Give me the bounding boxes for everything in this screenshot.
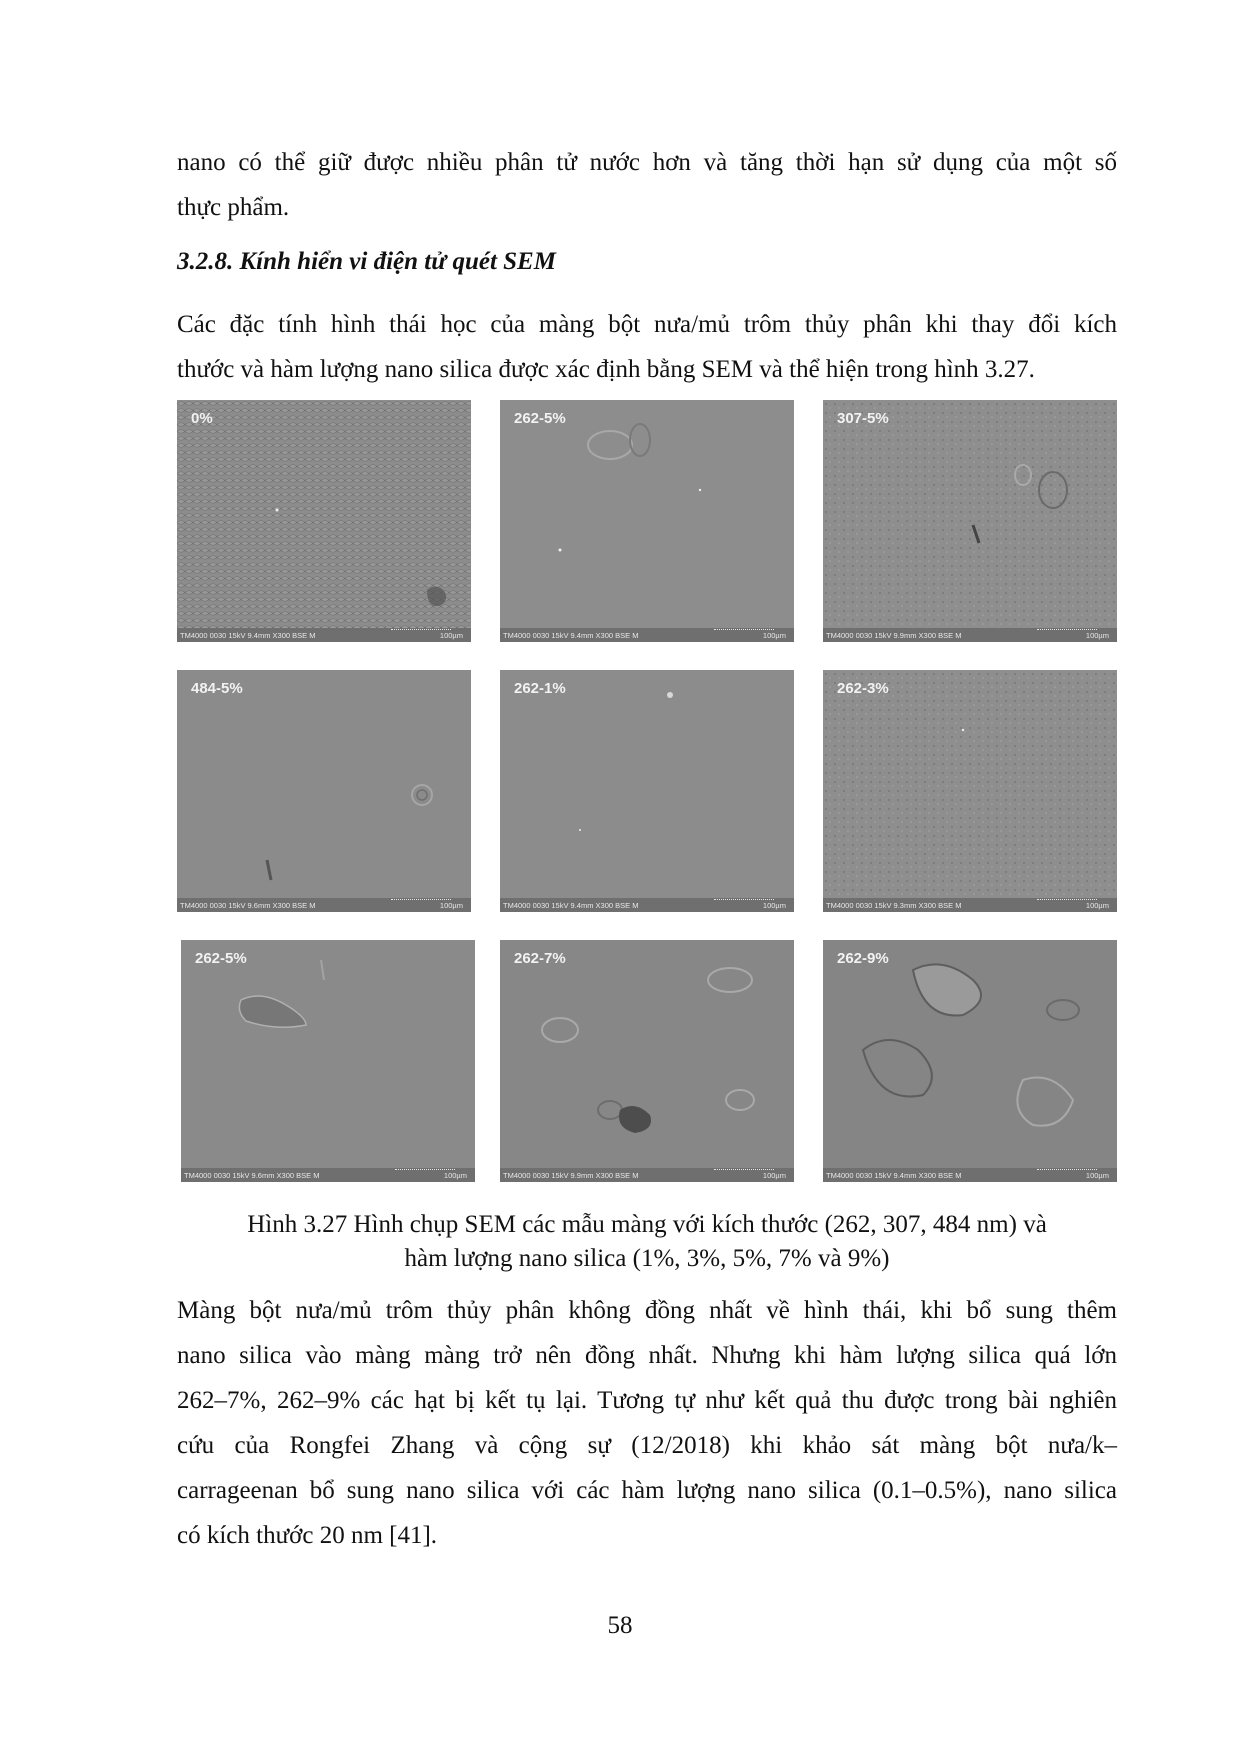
sem-image-panel [500, 400, 794, 642]
sem-info-bar [500, 898, 794, 912]
sample-label: 484-5% [191, 680, 243, 697]
sem-image-panel [823, 400, 1117, 642]
caption-line: Hình 3.27 Hình chụp SEM các mẫu màng với kích thước (262, 307, 484 nm) và [247, 1211, 1047, 1238]
sem-metadata: TM4000 0030 15kV 9.6mm X300 BSE M [184, 1171, 320, 1180]
text-line: cứu của Rongfei Zhang và cộng sự (12/2018) khi khảo sát màng bột nưa/k– [177, 1432, 1117, 1459]
sem-info-bar [823, 628, 1117, 642]
intro-paragraph [177, 140, 1117, 230]
sem-micrograph [500, 670, 794, 912]
sem-metadata: TM4000 0030 15kV 9.4mm X300 BSE M [503, 631, 639, 640]
scale-label: 100µm [443, 1171, 467, 1180]
sem-info-bar [181, 1168, 475, 1182]
scale-label: 100µm [1085, 1171, 1109, 1180]
sem-micrograph [823, 400, 1117, 642]
sem-info-bar [500, 628, 794, 642]
scale-label: 100µm [439, 901, 463, 910]
sample-label: 262-7% [514, 950, 566, 967]
page-number: 58 [607, 1612, 633, 1639]
sample-label: 262-5% [195, 950, 247, 967]
scale-label: 100µm [1085, 631, 1109, 640]
text-line: thước và hàm lượng nano silica được xác định bằng SEM và thể hiện trong hình 3.27. [177, 356, 1035, 383]
sem-info-bar [823, 1168, 1117, 1182]
sem-micrograph [500, 400, 794, 642]
sem-info-bar [177, 898, 471, 912]
text-line: nano có thể giữ được nhiều phân tử nước hơn và tăng thời hạn sử dụng của một số [177, 149, 1117, 176]
sem-info-bar [177, 628, 471, 642]
caption-line: hàm lượng nano silica (1%, 3%, 5%, 7% và 9%) [404, 1245, 890, 1272]
sem-image-panel [177, 670, 471, 912]
sample-label: 262-3% [837, 680, 889, 697]
scale-label: 100µm [1085, 901, 1109, 910]
sem-metadata: TM4000 0030 15kV 9.9mm X300 BSE M [826, 631, 962, 640]
sem-micrograph [177, 400, 471, 642]
sample-label: 0% [191, 410, 213, 427]
sem-info-bar [823, 898, 1117, 912]
scale-label: 100µm [762, 1171, 786, 1180]
sem-micrograph [823, 940, 1117, 1182]
sem-image-panel [823, 940, 1117, 1182]
text-line: Màng bột nưa/mủ trôm thủy phân không đồng nhất về hình thái, khi bổ sung thêm [177, 1297, 1117, 1324]
sample-label: 262-5% [514, 410, 566, 427]
sem-micrograph [823, 670, 1117, 912]
scale-label: 100µm [762, 631, 786, 640]
section-heading: 3.2.8. Kính hiển vi điện tử quét SEM [177, 248, 556, 275]
sem-metadata: TM4000 0030 15kV 9.4mm X300 BSE M [826, 1171, 962, 1180]
text-line: carrageenan bổ sung nano silica với các hàm lượng nano silica (0.1–0.5%), nano silica [177, 1477, 1117, 1504]
sem-metadata: TM4000 0030 15kV 9.4mm X300 BSE M [503, 901, 639, 910]
section-paragraph [177, 302, 1117, 392]
sem-image-panel [177, 400, 471, 642]
sem-info-bar [500, 1168, 794, 1182]
figure-caption [177, 1208, 1117, 1276]
text-line: nano silica vào màng màng trở nên đồng nhất. Nhưng khi hàm lượng silica quá lớn [177, 1342, 1117, 1369]
sem-image-panel [500, 940, 794, 1182]
sem-figure-grid [177, 400, 1117, 1200]
scale-label: 100µm [439, 631, 463, 640]
sem-image-panel [823, 670, 1117, 912]
sem-metadata: TM4000 0030 15kV 9.3mm X300 BSE M [826, 901, 962, 910]
discussion-paragraph [177, 1288, 1117, 1558]
sem-micrograph [500, 940, 794, 1182]
sample-label: 262-1% [514, 680, 566, 697]
sem-metadata: TM4000 0030 15kV 9.4mm X300 BSE M [180, 631, 316, 640]
sem-micrograph [177, 670, 471, 912]
sample-label: 307-5% [837, 410, 889, 427]
sem-metadata: TM4000 0030 15kV 9.6mm X300 BSE M [180, 901, 316, 910]
sem-metadata: TM4000 0030 15kV 9.9mm X300 BSE M [503, 1171, 639, 1180]
text-line: Các đặc tính hình thái học của màng bột nưa/mủ trôm thủy phân khi thay đổi kích [177, 311, 1117, 338]
text-line: 262–7%, 262–9% các hạt bị kết tụ lại. Tương tự như kết quả thu được trong bài nghiên [177, 1387, 1117, 1414]
sem-micrograph [181, 940, 475, 1182]
sem-image-panel [500, 670, 794, 912]
sample-label: 262-9% [837, 950, 889, 967]
scale-label: 100µm [762, 901, 786, 910]
text-line: có kích thước 20 nm [41]. [177, 1522, 438, 1549]
sem-image-panel [181, 940, 475, 1182]
text-line: thực phẩm. [177, 194, 290, 221]
